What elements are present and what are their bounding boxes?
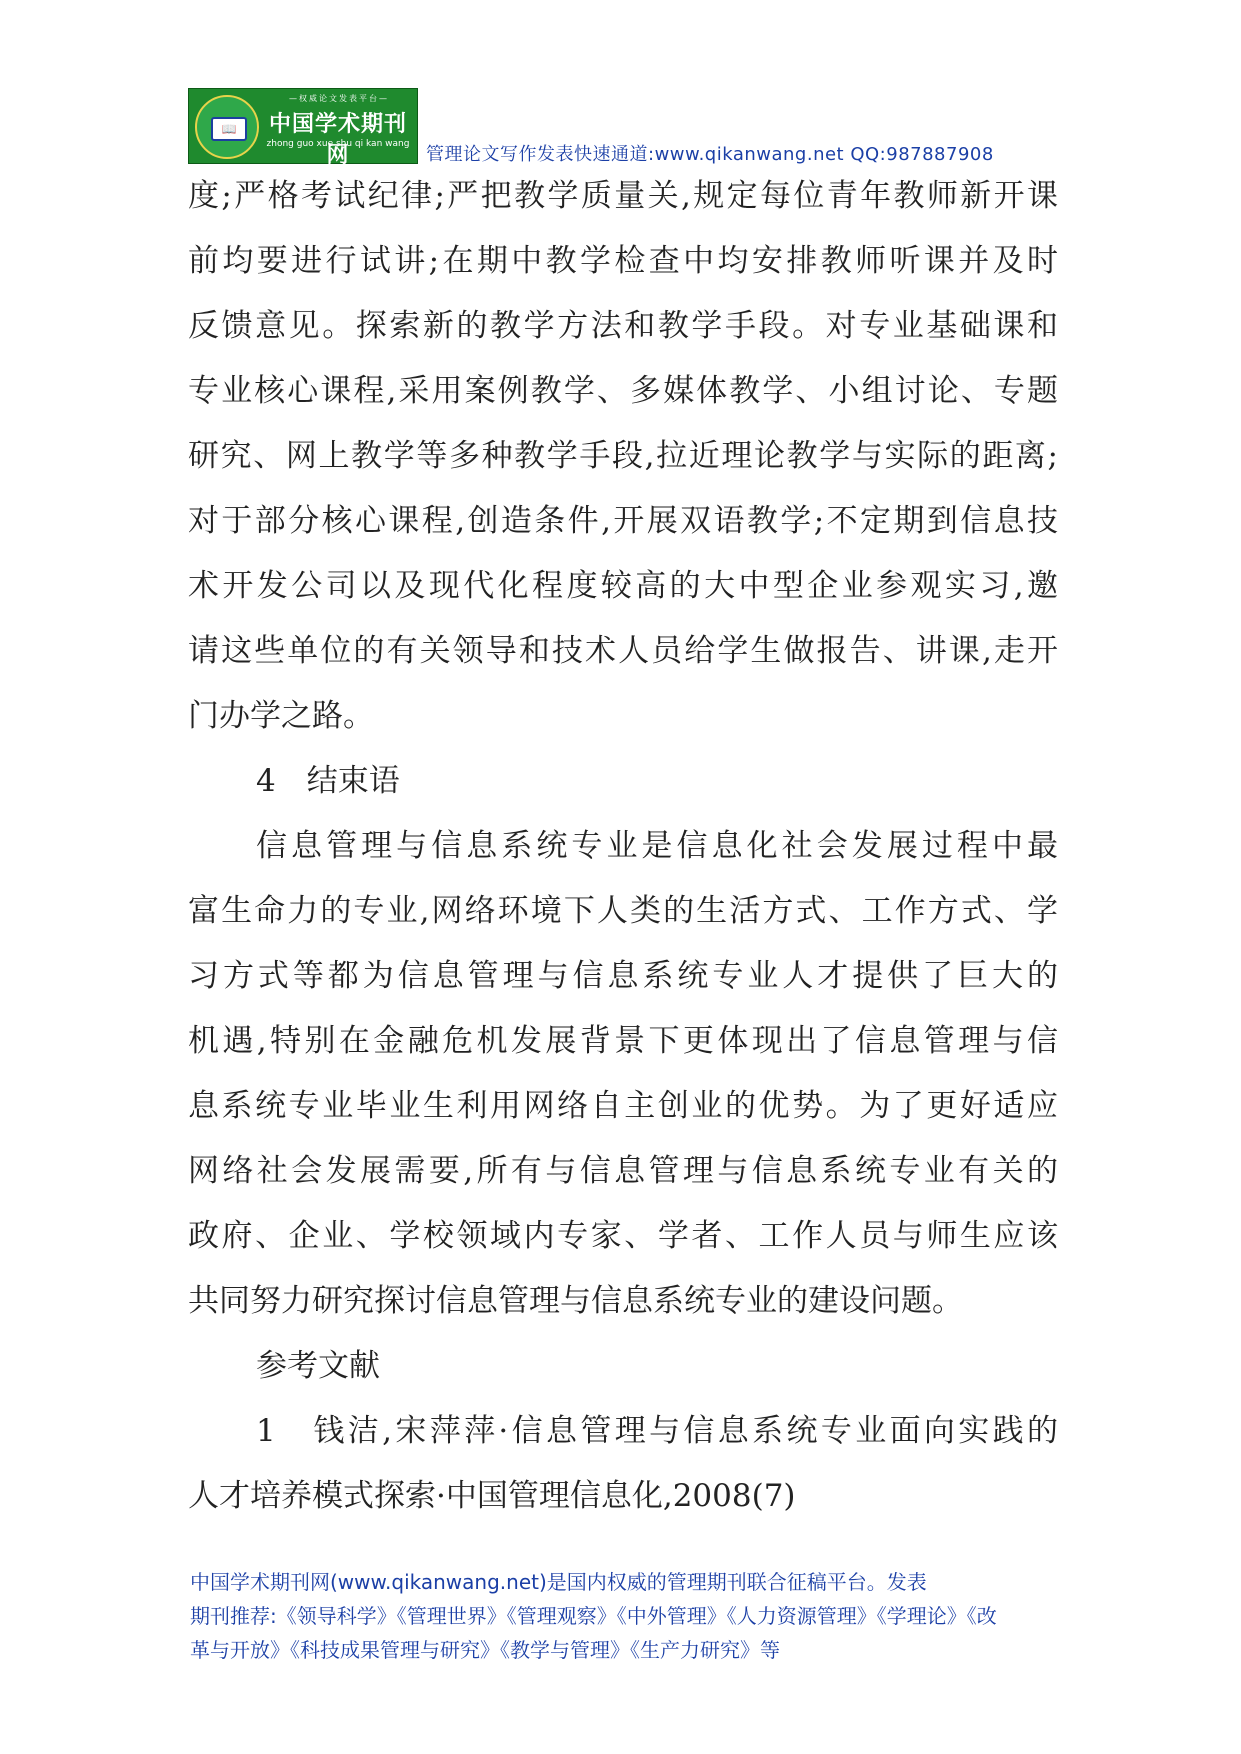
logo-pinyin: zhong guo xue shu qi kan wang (266, 139, 410, 149)
body-line: 富生命力的专业,网络环境下人类的生活方式、工作方式、学 (188, 893, 1058, 929)
footer-line: 革与开放》《科技成果管理与研究》《教学与管理》《生产力研究》等 (190, 1638, 780, 1662)
body-line: 对于部分核心课程,创造条件,开展双语教学;不定期到信息技 (188, 503, 1058, 539)
body-line: 研究、网上教学等多种教学手段,拉近理论教学与实际的距离; (188, 438, 1058, 474)
reference-item: 1 钱洁,宋萍萍·信息管理与信息系统专业面向实践的 (256, 1413, 1058, 1449)
body-line: 门办学之路。 (188, 698, 374, 734)
logo-tagline: —权威论文发表平台— (289, 94, 389, 103)
article-body (188, 164, 1058, 1529)
body-line: 信息管理与信息系统专业是信息化社会发展过程中最 (256, 828, 1058, 864)
reference-item-continued: 人才培养模式探索·中国管理信息化,2008(7) (188, 1478, 796, 1514)
body-line: 政府、企业、学校领域内专家、学者、工作人员与师生应该 (188, 1218, 1058, 1254)
logo-site-name: 中国学术期刊网 (268, 112, 407, 168)
body-line: 请这些单位的有关领导和技术人员给学生做报告、讲课,走开 (188, 633, 1058, 669)
body-line: 息系统专业毕业生利用网络自主创业的优势。为了更好适应 (188, 1088, 1058, 1124)
body-line: 前均要进行试讲;在期中教学检查中均安排教师听课并及时 (188, 243, 1058, 279)
references-heading: 参考文献 (256, 1348, 380, 1384)
site-logo[interactable] (188, 88, 418, 168)
footer-line: 期刊推荐:《领导科学》《管理世界》《管理观察》《中外管理》《人力资源管理》《学理论》《改 (190, 1604, 997, 1628)
body-line: 共同努力研究探讨信息管理与信息系统专业的建设问题。 (188, 1283, 963, 1319)
section-heading: 4 结束语 (256, 763, 400, 799)
body-line: 习方式等都为信息管理与信息系统专业人才提供了巨大的 (188, 958, 1058, 994)
logo-emblem-icon (195, 95, 259, 159)
body-line: 网络社会发展需要,所有与信息管理与信息系统专业有关的 (188, 1153, 1058, 1189)
body-line: 术开发公司以及现代化程度较高的大中型企业参观实习,邀 (188, 568, 1058, 604)
book-icon: 📖 (211, 117, 247, 141)
header-contact-link[interactable]: 管理论文写作发表快速通道:www.qikanwang.net QQ:987887908 (426, 144, 994, 165)
footer-line[interactable]: 中国学术期刊网(www.qikanwang.net)是国内权威的管理期刊联合征稿平台。发表 (190, 1570, 927, 1594)
body-line: 专业核心课程,采用案例教学、多媒体教学、小组讨论、专题 (188, 373, 1058, 409)
body-line: 度;严格考试纪律;严把教学质量关,规定每位青年教师新开课 (188, 178, 1058, 214)
page-footer (190, 1565, 1064, 1667)
body-line: 反馈意见。探索新的教学方法和教学手段。对专业基础课和 (188, 308, 1058, 344)
body-line: 机遇,特别在金融危机发展背景下更体现出了信息管理与信 (188, 1023, 1058, 1059)
